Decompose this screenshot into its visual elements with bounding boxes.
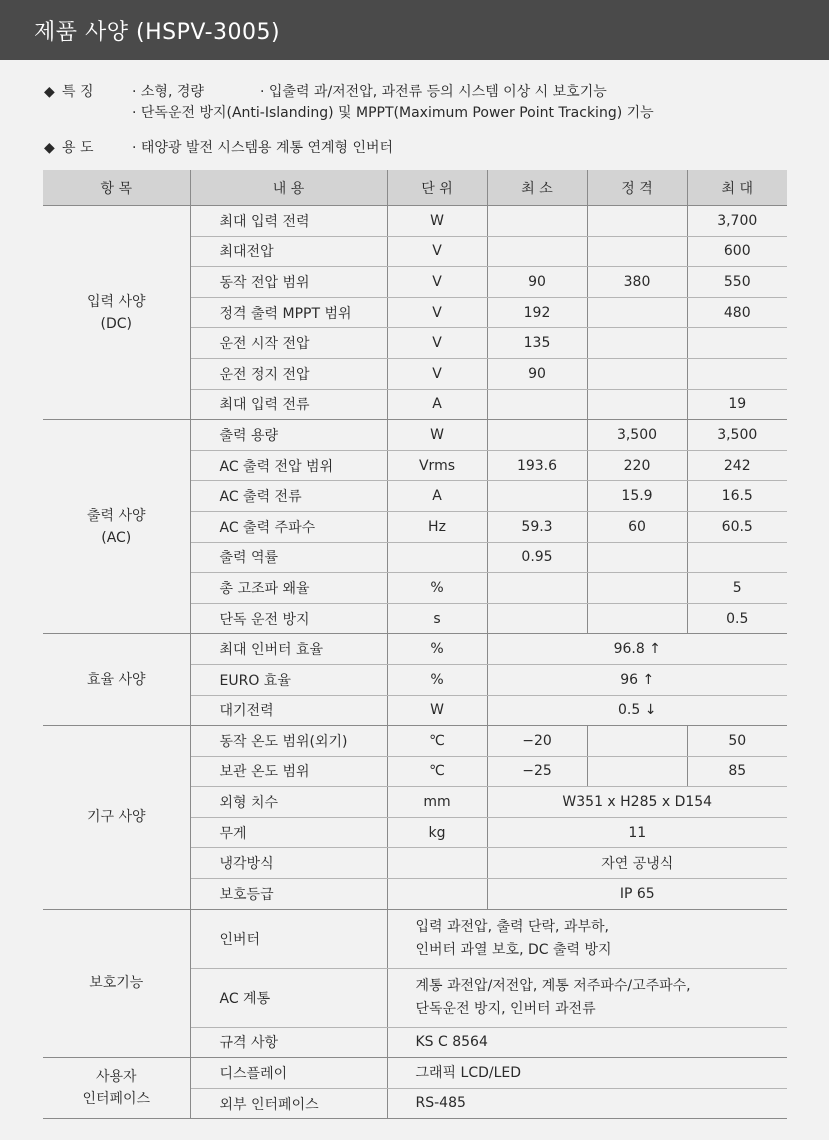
category-ui: 사용자 인터페이스: [43, 1058, 190, 1119]
category-output: 출력 사양 (AC): [43, 420, 190, 634]
max-cell: 600: [687, 236, 787, 267]
table-row: [43, 206, 787, 237]
max-cell: 0.5: [687, 603, 787, 634]
item-cell: 운전 정지 전압: [190, 358, 387, 389]
max-cell: [687, 328, 787, 359]
header-cell: 최 소: [487, 170, 587, 206]
max-cell: 480: [687, 297, 787, 328]
feature-item: · 입출력 과/저전압, 과전류 등의 시스템 이상 시 보호기능: [260, 84, 607, 100]
header-cell: 정 격: [587, 170, 687, 206]
unit-cell: W: [387, 206, 487, 237]
table-row: [43, 420, 787, 451]
category-input: 입력 사양 (DC): [43, 206, 190, 420]
title-bar: [0, 0, 829, 60]
description-cell: 입력 과전압, 출력 단락, 과부하, 인버터 과열 보호, DC 출력 방지: [387, 909, 787, 968]
feature-item: · 단독운전 방지(Anti-Islanding) 및 MPPT(Maximum Power Point Tracking) 기능: [132, 105, 654, 121]
item-cell: AC 출력 주파수: [190, 511, 387, 542]
item-cell: 동작 전압 범위: [190, 267, 387, 298]
min-cell: [487, 236, 587, 267]
item-cell: 정격 출력 MPPT 범위: [190, 297, 387, 328]
min-cell: [487, 206, 587, 237]
bullet-icon: ◆: [44, 140, 55, 156]
item-cell: 최대 입력 전류: [190, 389, 387, 420]
unit-cell: %: [387, 664, 487, 695]
table-row: [43, 909, 787, 968]
rated-cell: 15.9: [587, 481, 687, 512]
unit-cell: A: [387, 389, 487, 420]
rated-cell: [587, 756, 687, 787]
min-cell: 59.3: [487, 511, 587, 542]
feature-item: · 소형, 경량: [132, 84, 204, 100]
item-cell: 외부 인터페이스: [190, 1088, 387, 1119]
item-cell: 단독 운전 방지: [190, 603, 387, 634]
unit-cell: Vrms: [387, 450, 487, 481]
unit-cell: [387, 879, 487, 910]
item-cell: 보관 온도 범위: [190, 756, 387, 787]
table-row: [43, 1058, 787, 1089]
item-cell: 보호등급: [190, 879, 387, 910]
feature-label: 특 징: [62, 84, 94, 100]
category-mechanical: 기구 사양: [43, 726, 190, 910]
use-label: 용 도: [62, 140, 94, 156]
feature-line-2: [132, 102, 654, 122]
min-cell: −25: [487, 756, 587, 787]
item-cell: 총 고조파 왜율: [190, 573, 387, 604]
max-cell: 3,500: [687, 420, 787, 451]
table-row: [43, 726, 787, 757]
item-cell: AC 출력 전압 범위: [190, 450, 387, 481]
item-cell: AC 출력 전류: [190, 481, 387, 512]
item-cell: EURO 효율: [190, 664, 387, 695]
item-cell: 규격 사항: [190, 1027, 387, 1058]
rated-cell: [587, 358, 687, 389]
max-cell: 3,700: [687, 206, 787, 237]
header-cell: 내 용: [190, 170, 387, 206]
unit-cell: V: [387, 297, 487, 328]
unit-cell: [387, 848, 487, 879]
min-cell: [487, 481, 587, 512]
min-cell: [487, 420, 587, 451]
min-cell: 193.6: [487, 450, 587, 481]
item-cell: 출력 역률: [190, 542, 387, 573]
unit-cell: A: [387, 481, 487, 512]
description-cell: RS-485: [387, 1088, 787, 1119]
value-cell: 96.8 ↑: [487, 634, 787, 665]
value-cell: 자연 공냉식: [487, 848, 787, 879]
rated-cell: 220: [587, 450, 687, 481]
unit-cell: V: [387, 328, 487, 359]
item-cell: 대기전력: [190, 695, 387, 726]
description-cell: 계통 과전압/저전압, 계통 저주파수/고주파수, 단독운전 방지, 인버터 과전류: [387, 968, 787, 1027]
rated-cell: [587, 206, 687, 237]
unit-cell: ℃: [387, 756, 487, 787]
value-cell: 96 ↑: [487, 664, 787, 695]
rated-cell: [587, 297, 687, 328]
use-item: · 태양광 발전 시스템용 계통 연계형 인버터: [132, 140, 394, 156]
value-cell: IP 65: [487, 879, 787, 910]
value-cell: W351 x H285 x D154: [487, 787, 787, 818]
max-cell: 550: [687, 267, 787, 298]
min-cell: 135: [487, 328, 587, 359]
category-protection: 보호기능: [43, 909, 190, 1058]
item-cell: 최대 입력 전력: [190, 206, 387, 237]
max-cell: 50: [687, 726, 787, 757]
spec-table: [43, 170, 787, 1119]
min-cell: [487, 603, 587, 634]
description-cell: 그래픽 LCD/LED: [387, 1058, 787, 1089]
unit-cell: V: [387, 267, 487, 298]
item-cell: AC 계통: [190, 968, 387, 1027]
rated-cell: [587, 603, 687, 634]
min-cell: [487, 389, 587, 420]
unit-cell: ℃: [387, 726, 487, 757]
item-cell: 인버터: [190, 909, 387, 968]
unit-cell: %: [387, 573, 487, 604]
item-cell: 출력 용량: [190, 420, 387, 451]
item-cell: 냉각방식: [190, 848, 387, 879]
feature-line-1: [44, 81, 607, 101]
max-cell: 5: [687, 573, 787, 604]
rated-cell: [587, 328, 687, 359]
max-cell: 85: [687, 756, 787, 787]
max-cell: 16.5: [687, 481, 787, 512]
value-cell: 11: [487, 817, 787, 848]
header-cell: 최 대: [687, 170, 787, 206]
rated-cell: [587, 573, 687, 604]
item-cell: 디스플레이: [190, 1058, 387, 1089]
unit-cell: Hz: [387, 511, 487, 542]
unit-cell: V: [387, 358, 487, 389]
unit-cell: V: [387, 236, 487, 267]
page-title: 제품 사양 (HSPV-3005): [34, 20, 281, 45]
item-cell: 최대전압: [190, 236, 387, 267]
rated-cell: 60: [587, 511, 687, 542]
item-cell: 외형 치수: [190, 787, 387, 818]
rated-cell: [587, 389, 687, 420]
min-cell: 192: [487, 297, 587, 328]
unit-cell: %: [387, 634, 487, 665]
rated-cell: [587, 726, 687, 757]
item-cell: 최대 인버터 효율: [190, 634, 387, 665]
bullet-icon: ◆: [44, 84, 55, 100]
max-cell: [687, 542, 787, 573]
category-efficiency: 효율 사양: [43, 634, 190, 726]
item-cell: 동작 온도 범위(외기): [190, 726, 387, 757]
unit-cell: s: [387, 603, 487, 634]
min-cell: −20: [487, 726, 587, 757]
header-cell: 항 목: [43, 170, 190, 206]
min-cell: 90: [487, 358, 587, 389]
rated-cell: [587, 236, 687, 267]
max-cell: [687, 358, 787, 389]
min-cell: [487, 573, 587, 604]
use-line: [44, 137, 393, 157]
unit-cell: kg: [387, 817, 487, 848]
unit-cell: mm: [387, 787, 487, 818]
item-cell: 무게: [190, 817, 387, 848]
unit-cell: [387, 542, 487, 573]
table-row: [43, 634, 787, 665]
min-cell: 90: [487, 267, 587, 298]
max-cell: 242: [687, 450, 787, 481]
rated-cell: 380: [587, 267, 687, 298]
min-cell: 0.95: [487, 542, 587, 573]
item-cell: 운전 시작 전압: [190, 328, 387, 359]
header-cell: 단 위: [387, 170, 487, 206]
unit-cell: W: [387, 695, 487, 726]
unit-cell: W: [387, 420, 487, 451]
description-cell: KS C 8564: [387, 1027, 787, 1058]
max-cell: 60.5: [687, 511, 787, 542]
table-header-row: [43, 170, 787, 206]
value-cell: 0.5 ↓: [487, 695, 787, 726]
rated-cell: 3,500: [587, 420, 687, 451]
max-cell: 19: [687, 389, 787, 420]
rated-cell: [587, 542, 687, 573]
